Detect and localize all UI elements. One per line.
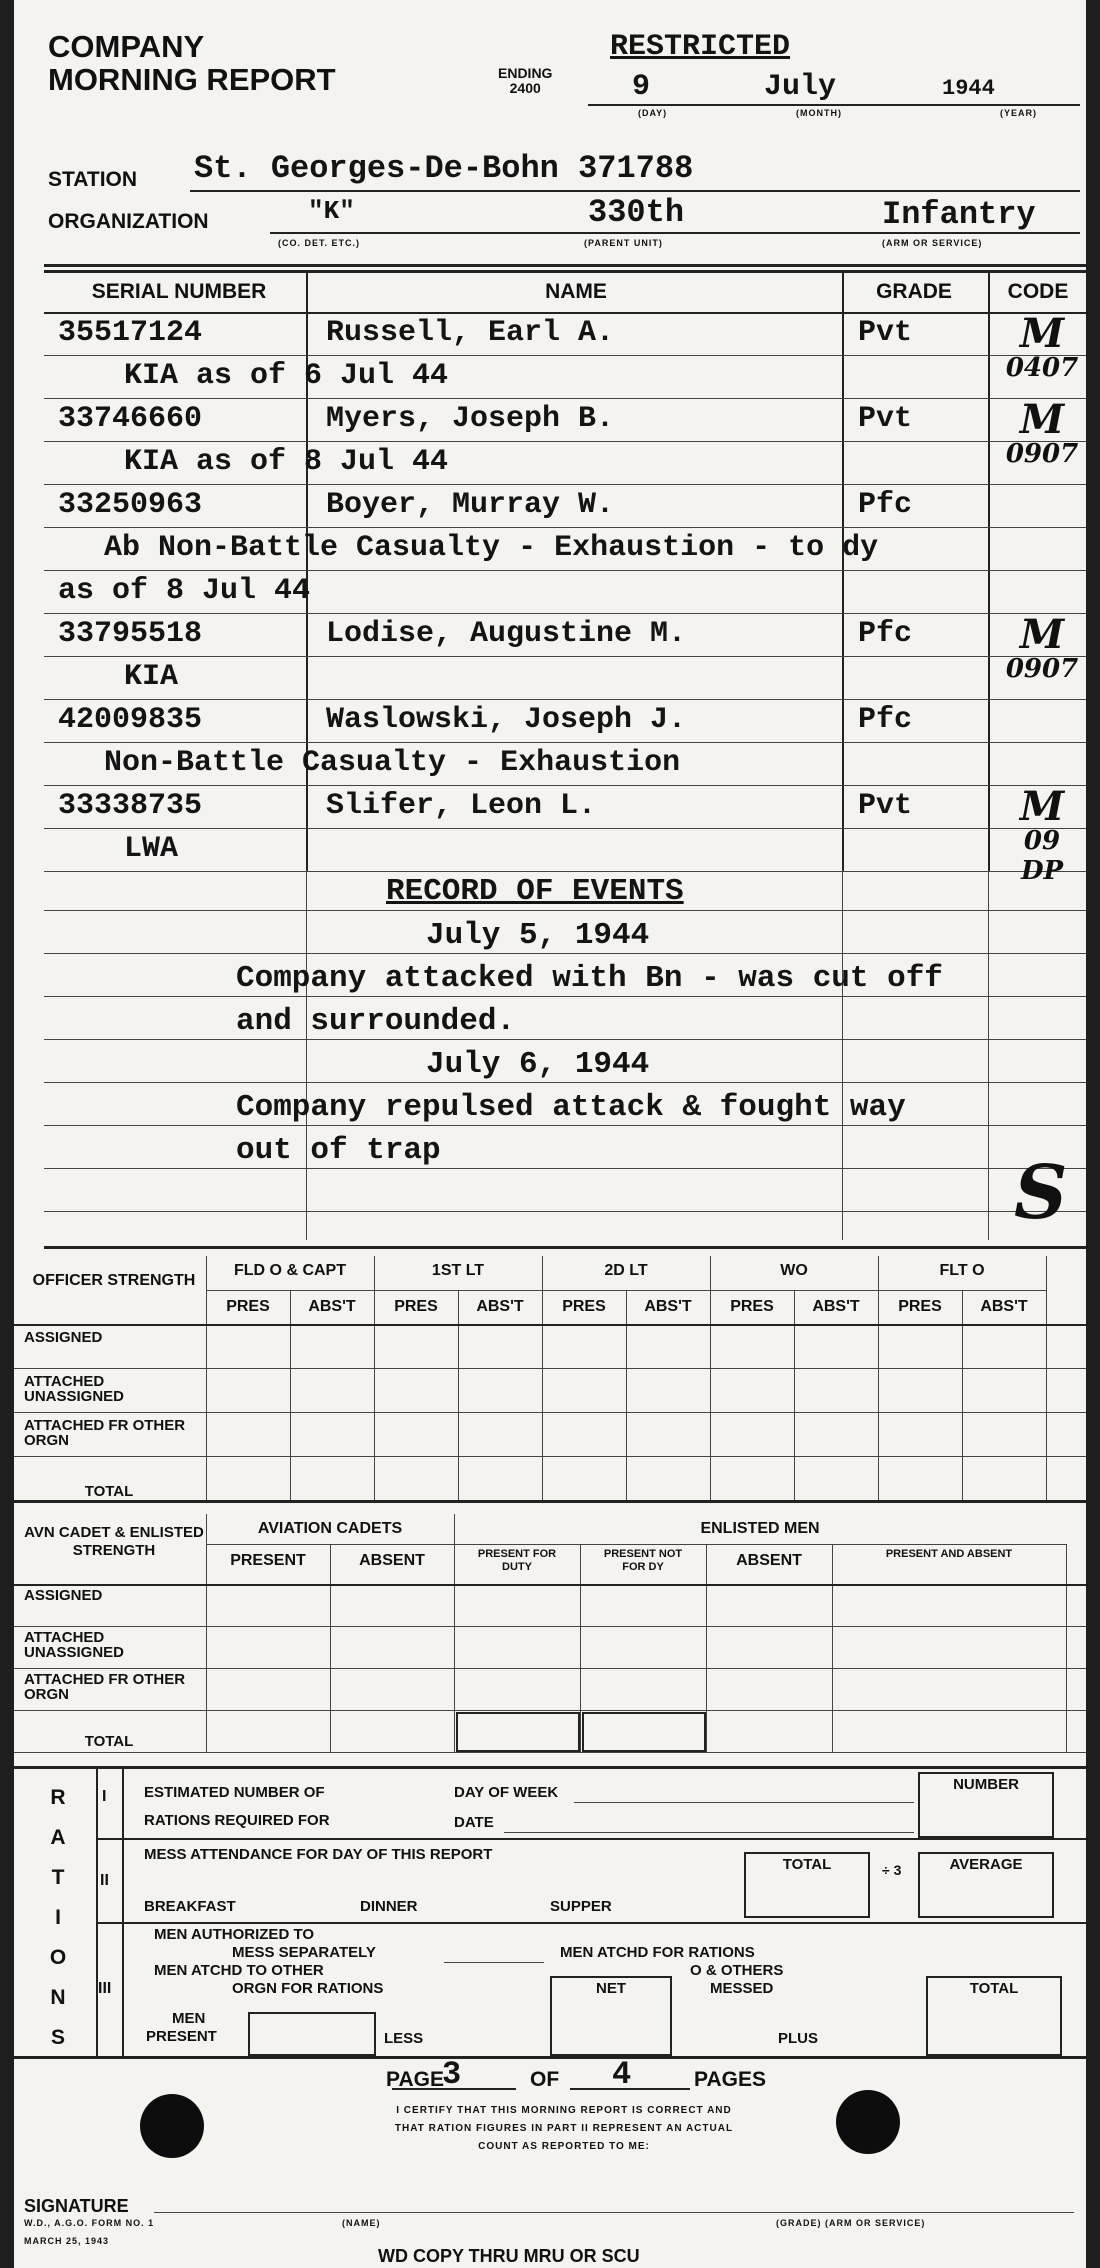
arm-caption: (ARM OR SERVICE) [882, 238, 983, 248]
roster-remark: as of 8 Jul 44 [58, 574, 311, 608]
officer-sub-header: ABS'T [980, 1298, 1028, 1315]
grade-caption: (GRADE) (ARM OR SERVICE) [776, 2218, 926, 2228]
roster-code: 0907 [1005, 654, 1079, 684]
col-code: CODE [1007, 280, 1069, 303]
sec3-c2: O & OTHERS [690, 1962, 784, 1979]
officer-sub-header: PRES [394, 1298, 438, 1315]
cert-line-2: THAT RATION FIGURES IN PART II REPRESENT AN ACTUAL [394, 2123, 734, 2134]
roster-serial: 33746660 [58, 402, 203, 436]
pages-label: PAGES [694, 2068, 766, 2091]
company-value: "K" [308, 196, 355, 226]
roster-code: 0907 [1005, 439, 1079, 469]
classification-stamp: RESTRICTED [610, 30, 791, 64]
roster-serial: 35517124 [58, 316, 203, 350]
roster-grade: Pvt [858, 789, 913, 823]
mess-average-box[interactable] [918, 1852, 1054, 1918]
event-line-4: July 6, 1944 [426, 1047, 650, 1082]
less-label: LESS [384, 2030, 424, 2047]
binder-hole-right [836, 2090, 900, 2154]
sec1-line2: RATIONS REQUIRED FOR [144, 1812, 330, 1829]
sec1-date: DATE [454, 1814, 494, 1831]
copy-routing: WD COPY THRU MRU OR SCU [378, 2246, 640, 2266]
rations-side-letter: I [55, 1906, 61, 1929]
sec3-a1: MEN AUTHORIZED TO [154, 1926, 314, 1943]
name-caption: (NAME) [342, 2218, 381, 2228]
col-serial-number: SERIAL NUMBER [91, 280, 267, 303]
month-caption: (MONTH) [796, 108, 842, 118]
certification-text [304, 2102, 824, 2156]
roster-code: 09 DP [1020, 826, 1064, 886]
roster-remark: Non-Battle Casualty - Exhaustion [104, 746, 681, 780]
roster-serial: 33795518 [58, 617, 203, 651]
enlisted-col-header: PRESENT [230, 1552, 306, 1569]
meal-breakfast: BREAKFAST [144, 1898, 236, 1915]
roster-code: M [1019, 611, 1065, 658]
men-present-1: MEN [172, 2010, 206, 2027]
handwritten-initial: S [1014, 1150, 1068, 1236]
page-number: 3 [442, 2056, 462, 2093]
binder-hole-left [140, 2094, 204, 2158]
sec1-line1: ESTIMATED NUMBER OF [144, 1784, 325, 1801]
sec3-c3: MESSED [710, 1980, 774, 1997]
pages-count: 4 [612, 2056, 632, 2093]
rations-side-letter: O [49, 1946, 67, 1969]
signature-label: SIGNATURE [24, 2196, 129, 2216]
parent-unit-value: 330th [588, 194, 685, 231]
station-value: St. Georges-De-Bohn 371788 [194, 150, 694, 187]
roster-serial: 42009835 [58, 703, 203, 737]
sec2-title: MESS ATTENDANCE FOR DAY OF THIS REPORT [144, 1846, 493, 1863]
roster-name: Boyer, Murray W. [326, 488, 615, 522]
report-year: 1944 [942, 76, 995, 101]
organization-label: ORGANIZATION [48, 210, 209, 233]
of-label: OF [530, 2068, 560, 2091]
officer-row-label: ATTACHED FR OTHER ORGN [24, 1417, 186, 1449]
enlisted-col-header: PRESENT AND ABSENT [885, 1548, 1013, 1560]
form-number: W.D., A.G.O. FORM NO. 1 [24, 2218, 155, 2228]
officer-sub-header: PRES [730, 1298, 774, 1315]
number-box-label: NUMBER [953, 1776, 1019, 1793]
sec3-b1: MEN ATCHD TO OTHER [154, 1962, 324, 1979]
officer-row-label: ASSIGNED [24, 1329, 103, 1346]
roster-remark: LWA [124, 832, 179, 866]
officer-sub-header: ABS'T [476, 1298, 524, 1315]
morning-report-form [14, 0, 1086, 2268]
rations-side-letter: T [51, 1866, 65, 1889]
cadets-group-header: AVIATION CADETS [257, 1520, 403, 1537]
officer-group-header: FLD O & CAPT [234, 1262, 346, 1279]
rations-side-letter: N [50, 1986, 66, 2009]
enlisted-row-label: ASSIGNED [24, 1587, 103, 1604]
enlisted-col-header: PRESENT NOT FOR DY [603, 1548, 683, 1573]
men-present-2: PRESENT [146, 2028, 217, 2045]
roster-remark: Ab Non-Battle Casualty - Exhaustion - to dy [104, 531, 879, 565]
event-line-1: July 5, 1944 [426, 918, 650, 953]
ending-word: ENDING [498, 65, 553, 81]
sec1-day-of-week: DAY OF WEEK [454, 1784, 559, 1801]
net-box-label: NET [596, 1980, 626, 1997]
divide-by-three: ÷ 3 [882, 1862, 902, 1878]
officer-group-header: FLT O [939, 1262, 985, 1279]
station-label: STATION [48, 168, 138, 191]
roster-name: Waslowski, Joseph J. [326, 703, 687, 737]
total-box-label: TOTAL [782, 1856, 832, 1873]
rations-side-letter: A [50, 1826, 66, 1849]
events-title: RECORD OF EVENTS [386, 874, 684, 909]
officer-group-header: 1ST LT [431, 1262, 485, 1279]
sec3-c1: MEN ATCHD FOR RATIONS [560, 1944, 755, 1961]
roster-remark: KIA [124, 660, 179, 694]
sec1-number: I [102, 1788, 107, 1805]
sec3-b2: ORGN FOR RATIONS [232, 1980, 384, 1997]
officer-sub-header: ABS'T [812, 1298, 860, 1315]
officer-sub-header: PRES [562, 1298, 606, 1315]
ration-number-box[interactable] [918, 1772, 1054, 1838]
roster-name: Myers, Joseph B. [326, 402, 615, 436]
meal-supper: SUPPER [550, 1898, 612, 1915]
roster-grade: Pvt [858, 316, 913, 350]
report-day: 9 [632, 70, 651, 104]
roster-grade: Pvt [858, 402, 913, 436]
roster-grade: Pfc [858, 617, 913, 651]
enlisted-group-header: ENLISTED MEN [700, 1520, 820, 1537]
roster-grade: Pfc [858, 488, 913, 522]
roster-code: M [1019, 396, 1065, 443]
roster-name: Lodise, Augustine M. [326, 617, 687, 651]
roster-name: Slifer, Leon L. [326, 789, 597, 823]
roster-remark: KIA as of 8 Jul 44 [124, 445, 449, 479]
roster-remark: KIA as of 6 Jul 44 [124, 359, 449, 393]
cert-line-1: I CERTIFY THAT THIS MORNING REPORT IS CORRECT AND [396, 2105, 732, 2116]
col-grade: GRADE [876, 280, 952, 303]
sec3-number: III [98, 1980, 112, 1997]
officer-row-label: TOTAL [84, 1483, 134, 1500]
event-line-5: Company repulsed attack & fought way [236, 1090, 906, 1125]
total-present-not-for-duty-box[interactable] [582, 1712, 706, 1752]
company-caption: (CO. DET. ETC.) [278, 238, 360, 248]
enlisted-col-header: ABSENT [736, 1552, 802, 1569]
report-month: July [764, 70, 837, 104]
men-present-box[interactable] [248, 2012, 376, 2056]
officer-group-header: WO [780, 1262, 808, 1279]
col-name: NAME [545, 280, 607, 303]
roster-code: M [1019, 783, 1065, 830]
plus-label: PLUS [778, 2030, 819, 2047]
roster-grade: Pfc [858, 703, 913, 737]
title-line-1: COMPANY [48, 29, 205, 64]
roster-name: Russell, Earl A. [326, 316, 615, 350]
enlisted-row-label: ATTACHED UNASSIGNED [24, 1629, 125, 1661]
cert-line-3: COUNT AS REPORTED TO ME: [478, 2141, 650, 2152]
roster-serial: 33338735 [58, 789, 203, 823]
total-present-for-duty-box[interactable] [456, 1712, 580, 1752]
ending-label [498, 66, 552, 96]
average-box-label: AVERAGE [949, 1856, 1023, 1873]
net-box[interactable] [550, 1976, 672, 2056]
event-line-6: out of trap [236, 1133, 441, 1168]
enlisted-row-label: ATTACHED FR OTHER ORGN [24, 1671, 186, 1703]
year-caption: (YEAR) [1000, 108, 1037, 118]
officer-sub-header: ABS'T [308, 1298, 356, 1315]
form-title [48, 30, 336, 96]
officer-group-header: 2D LT [604, 1262, 648, 1279]
mess-total-box[interactable] [744, 1852, 870, 1918]
event-line-3: and surrounded. [236, 1004, 516, 1039]
meal-dinner: DINNER [360, 1898, 418, 1915]
form-date: MARCH 25, 1943 [24, 2236, 110, 2246]
rations-side-letter: S [50, 2026, 65, 2049]
sec3-total-box[interactable] [926, 1976, 1062, 2056]
sec2-number: II [100, 1872, 109, 1889]
parent-unit-caption: (PARENT UNIT) [584, 238, 663, 248]
officer-sub-header: PRES [898, 1298, 942, 1315]
roster-serial: 33250963 [58, 488, 203, 522]
day-caption: (DAY) [638, 108, 668, 118]
officer-sub-header: ABS'T [644, 1298, 692, 1315]
sec3-total-label: TOTAL [969, 1980, 1019, 1997]
officer-row-label: ATTACHED UNASSIGNED [24, 1373, 125, 1405]
sec3-a2: MESS SEPARATELY [232, 1944, 376, 1961]
officer-sub-header: PRES [226, 1298, 270, 1315]
enlisted-col-header: ABSENT [359, 1552, 425, 1569]
ending-time: 2400 [509, 80, 541, 96]
enlisted-strength-title: AVN CADET & ENLISTED STRENGTH [24, 1524, 204, 1559]
page-label: PAGE [386, 2068, 444, 2091]
enlisted-row-label: TOTAL [84, 1733, 134, 1750]
officer-strength-title: OFFICER STRENGTH [32, 1272, 196, 1289]
event-line-2: Company attacked with Bn - was cut off [236, 961, 943, 996]
rations-side-label [38, 1778, 78, 2058]
roster-code: 0407 [1005, 353, 1079, 383]
rations-side-letter: R [50, 1786, 66, 1809]
enlisted-col-header: PRESENT FOR DUTY [477, 1548, 557, 1573]
roster-code: M [1019, 310, 1065, 357]
arm-value: Infantry [882, 196, 1036, 233]
title-line-2: MORNING REPORT [48, 62, 336, 97]
